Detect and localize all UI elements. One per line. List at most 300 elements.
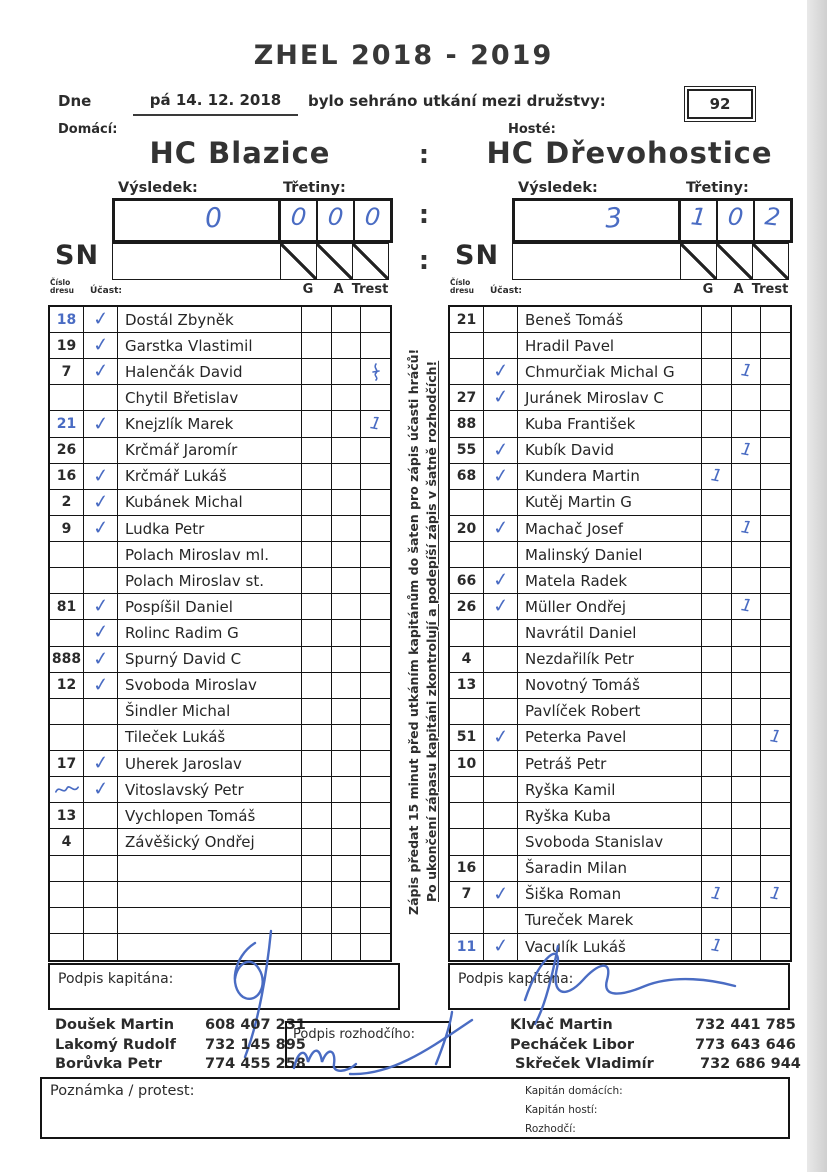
assists-cell	[332, 908, 361, 933]
jersey-number-cell: 26	[50, 438, 84, 463]
assists-cell	[332, 307, 361, 332]
penalty-cell	[361, 699, 390, 724]
player-row	[50, 333, 390, 359]
assists-cell	[332, 803, 361, 828]
assists-cell	[732, 647, 761, 672]
penalty-cell	[761, 803, 790, 828]
home-result-cell	[115, 201, 281, 240]
captain-away-line: Kapitán hostí:	[525, 1104, 598, 1116]
goals-cell	[302, 777, 332, 802]
assists-cell	[732, 856, 761, 881]
goals-cell	[702, 856, 732, 881]
penalty-cell	[761, 594, 790, 619]
attendance-cell	[84, 934, 118, 960]
penalty-cell	[761, 751, 790, 776]
attendance-cell: ✓	[484, 725, 518, 750]
player-row	[50, 594, 390, 620]
goals-cell	[702, 699, 732, 724]
home-sn-cell-3	[353, 244, 388, 279]
away-label: Hosté:	[508, 122, 556, 137]
goals-cell	[302, 699, 332, 724]
jersey-number-cell: 16	[450, 856, 484, 881]
player-name-cell: Polach Miroslav ml.	[118, 542, 302, 567]
away-result-label: Výsledek:	[518, 180, 598, 196]
away-captain-signature-box	[448, 963, 790, 1010]
player-row	[450, 333, 790, 359]
assists-cell	[732, 829, 761, 854]
penalty-cell	[361, 908, 390, 933]
contact-row: Borůvka Petr 774 455 258	[55, 1056, 306, 1072]
penalty-cell	[761, 333, 790, 358]
jersey-number-cell: 20	[450, 516, 484, 541]
player-row	[50, 777, 390, 803]
jersey-number-cell	[50, 934, 84, 960]
attendance-cell	[84, 882, 118, 907]
jersey-number-cell	[450, 908, 484, 933]
attendance-cell	[84, 568, 118, 593]
away-sn-cell-2	[717, 244, 753, 279]
away-g-header: G	[702, 282, 714, 297]
attendance-cell	[484, 751, 518, 776]
goals-cell	[702, 568, 732, 593]
assists-cell	[332, 385, 361, 410]
assists-cell	[332, 359, 361, 384]
jersey-number-cell	[450, 777, 484, 802]
attendance-cell: ✓	[84, 490, 118, 515]
player-name-cell: Müller Ondřej	[518, 594, 702, 619]
jersey-number-cell	[50, 620, 84, 645]
jersey-number-cell: 18	[50, 307, 84, 332]
player-row	[450, 882, 790, 908]
player-row	[450, 673, 790, 699]
player-row	[50, 620, 390, 646]
player-row	[450, 516, 790, 542]
penalty-cell	[361, 751, 390, 776]
away-captain-signature-label: Podpis kapitána:	[458, 971, 574, 987]
attendance-cell: ✓	[484, 882, 518, 907]
attendance-cell: ✓	[84, 751, 118, 776]
goals-cell	[302, 908, 332, 933]
note-protest-box	[40, 1077, 790, 1139]
assists-cell: 1	[732, 438, 761, 463]
jersey-number-cell: 4	[450, 647, 484, 672]
home-third-2: 0	[318, 201, 355, 240]
assists-cell	[732, 777, 761, 802]
assists-cell	[732, 699, 761, 724]
attendance-cell: ✓	[484, 934, 518, 960]
jersey-number-cell	[450, 490, 484, 515]
attendance-cell: ✓	[484, 594, 518, 619]
player-name-cell: Šiška Roman	[518, 882, 702, 907]
player-row	[50, 908, 390, 934]
jersey-number-cell	[450, 359, 484, 384]
player-row	[50, 725, 390, 751]
goals-cell	[702, 725, 732, 750]
attendance-cell: ✓	[84, 333, 118, 358]
penalty-cell	[361, 856, 390, 881]
goals-cell	[302, 751, 332, 776]
penalty-cell	[361, 542, 390, 567]
goals-cell	[702, 647, 732, 672]
penalty-cell	[761, 542, 790, 567]
attendance-cell: ✓	[84, 673, 118, 698]
player-name-cell: Petráš Petr	[518, 751, 702, 776]
penalty-cell	[761, 307, 790, 332]
player-row	[50, 438, 390, 464]
penalty-cell	[361, 647, 390, 672]
contact-row: Klvač Martin 732 441 785	[510, 1017, 796, 1033]
date-value: pá 14. 12. 2018	[133, 86, 298, 116]
jersey-number-cell: 51	[450, 725, 484, 750]
player-name-cell: Garstka Vlastimil	[118, 333, 302, 358]
home-third-1: 0	[281, 201, 318, 240]
goals-cell	[702, 333, 732, 358]
player-row	[50, 699, 390, 725]
goals-cell	[702, 307, 732, 332]
player-row	[50, 856, 390, 882]
player-row	[450, 908, 790, 934]
assists-cell: 1	[732, 594, 761, 619]
jersey-number-cell	[50, 725, 84, 750]
away-number-header: Číslo dresu	[450, 278, 474, 295]
player-row	[50, 673, 390, 699]
player-name-cell: Kubánek Michal	[118, 490, 302, 515]
home-sn-space	[113, 244, 281, 279]
middle-instructions	[397, 305, 447, 958]
player-row	[50, 829, 390, 855]
attendance-cell: ✓	[84, 647, 118, 672]
contact-row: Lakomý Rudolf 732 145 895	[55, 1036, 306, 1053]
player-row	[450, 307, 790, 333]
home-g-header: G	[302, 282, 314, 297]
penalty-cell	[361, 803, 390, 828]
home-contacts	[55, 1016, 306, 1075]
attendance-cell	[484, 908, 518, 933]
penalty-cell	[361, 516, 390, 541]
player-name-cell: Knejzlík Marek	[118, 411, 302, 436]
player-name-cell: Novotný Tomáš	[518, 673, 702, 698]
attendance-cell: ✓	[484, 385, 518, 410]
attendance-cell: ✓	[484, 359, 518, 384]
penalty-cell	[761, 673, 790, 698]
goals-cell	[702, 411, 732, 436]
attendance-cell: ✓	[84, 307, 118, 332]
home-sn-cell-2	[317, 244, 353, 279]
player-name-cell: Halenčák David	[118, 359, 302, 384]
player-row	[450, 777, 790, 803]
player-row	[50, 568, 390, 594]
player-row	[450, 594, 790, 620]
attendance-cell: ✓	[484, 464, 518, 489]
attendance-cell	[84, 385, 118, 410]
away-sn-cell-3	[753, 244, 788, 279]
attendance-cell	[484, 411, 518, 436]
referee-signature-box	[285, 1021, 451, 1068]
home-team-name: HC Blazice	[149, 136, 331, 170]
player-name-cell: Krčmář Lukáš	[118, 464, 302, 489]
goals-cell	[702, 803, 732, 828]
player-name-cell: Pavlíček Robert	[518, 699, 702, 724]
player-name-cell: Matela Radek	[518, 568, 702, 593]
home-thirds-label: Třetiny:	[283, 180, 346, 196]
jersey-number-cell	[50, 777, 84, 802]
assists-cell	[732, 464, 761, 489]
jersey-number-cell: 12	[50, 673, 84, 698]
player-name-cell: Vitoslavský Petr	[118, 777, 302, 802]
player-row	[450, 725, 790, 751]
goals-cell	[302, 725, 332, 750]
goals-cell	[702, 516, 732, 541]
assists-cell	[732, 307, 761, 332]
jersey-number-cell: 66	[450, 568, 484, 593]
player-row	[450, 411, 790, 437]
jersey-number-cell: 21	[450, 307, 484, 332]
player-name-cell: Machač Josef	[518, 516, 702, 541]
home-result-value: 0	[203, 202, 223, 235]
assists-cell	[732, 803, 761, 828]
sn-separator: :	[418, 246, 430, 276]
goals-cell	[302, 333, 332, 358]
home-score-box	[112, 198, 393, 243]
goals-cell	[302, 490, 332, 515]
player-row	[50, 516, 390, 542]
jersey-number-cell: 19	[50, 333, 84, 358]
goals-cell	[302, 856, 332, 881]
player-name-cell: Vychlopen Tomáš	[118, 803, 302, 828]
player-row	[50, 490, 390, 516]
penalty-cell	[761, 699, 790, 724]
player-name-cell: Závěšický Ondřej	[118, 829, 302, 854]
attendance-cell	[484, 856, 518, 881]
player-row	[450, 438, 790, 464]
player-name-cell: Ludka Petr	[118, 516, 302, 541]
player-row	[50, 803, 390, 829]
penalty-cell	[761, 568, 790, 593]
attendance-cell: ✓	[84, 464, 118, 489]
jersey-number-cell	[50, 908, 84, 933]
penalty-cell	[761, 490, 790, 515]
attendance-cell: ✓	[484, 516, 518, 541]
jersey-number-cell: 81	[50, 594, 84, 619]
penalty-cell	[361, 673, 390, 698]
goals-cell	[702, 620, 732, 645]
assists-cell	[732, 934, 761, 960]
player-name-cell: Navrátil Daniel	[518, 620, 702, 645]
goals-cell	[702, 777, 732, 802]
assists-cell	[332, 490, 361, 515]
home-result-label: Výsledek:	[118, 180, 198, 196]
assists-cell	[332, 464, 361, 489]
jersey-number-cell	[450, 542, 484, 567]
jersey-number-cell: 13	[50, 803, 84, 828]
referee-line: Rozhodčí:	[525, 1123, 576, 1135]
goals-cell	[302, 568, 332, 593]
attendance-cell: ✓	[84, 594, 118, 619]
goals-cell	[702, 385, 732, 410]
assists-cell	[732, 490, 761, 515]
home-number-header: Číslo dresu	[50, 278, 74, 295]
home-captain-signature-label: Podpis kapitána:	[58, 971, 174, 987]
player-name-cell: Kundera Martin	[518, 464, 702, 489]
player-row	[450, 934, 790, 960]
away-sn-box	[512, 243, 789, 280]
player-name-cell: Krčmář Jaromír	[118, 438, 302, 463]
player-row	[50, 385, 390, 411]
attendance-cell	[84, 829, 118, 854]
goals-cell	[302, 803, 332, 828]
away-thirds-label: Třetiny:	[686, 180, 749, 196]
jersey-number-cell	[450, 333, 484, 358]
goals-cell	[302, 385, 332, 410]
jersey-number-cell	[50, 568, 84, 593]
player-name-cell: Ryška Kamil	[518, 777, 702, 802]
contact-row: Doušek Martin 608 407 231	[55, 1017, 306, 1033]
referee-signature-label: Podpis rozhodčího:	[293, 1027, 415, 1042]
attendance-cell: ✓	[84, 777, 118, 802]
assists-cell	[732, 385, 761, 410]
assists-cell	[732, 882, 761, 907]
goals-cell: 1	[702, 464, 732, 489]
jersey-number-cell: 17	[50, 751, 84, 776]
jersey-number-cell	[450, 620, 484, 645]
attendance-cell: ✓	[84, 359, 118, 384]
away-roster-table	[448, 305, 792, 962]
attendance-cell: ✓	[84, 516, 118, 541]
player-row	[50, 542, 390, 568]
goals-cell	[302, 647, 332, 672]
player-row	[450, 464, 790, 490]
penalty-cell	[361, 385, 390, 410]
penalty-cell	[761, 934, 790, 960]
assists-cell	[332, 411, 361, 436]
attendance-cell	[84, 803, 118, 828]
goals-cell	[302, 464, 332, 489]
attendance-cell	[484, 777, 518, 802]
goals-cell	[302, 438, 332, 463]
player-row	[50, 359, 390, 385]
penalty-cell	[761, 411, 790, 436]
penalty-cell	[361, 333, 390, 358]
away-result-cell	[515, 201, 681, 240]
assists-cell	[732, 725, 761, 750]
jersey-number-cell: 88	[450, 411, 484, 436]
penalty-cell	[761, 438, 790, 463]
player-name-cell: Kubík David	[518, 438, 702, 463]
penalty-cell	[761, 620, 790, 645]
goals-cell	[302, 882, 332, 907]
jersey-number-cell	[450, 699, 484, 724]
jersey-number-cell: 7	[450, 882, 484, 907]
penalty-cell	[361, 464, 390, 489]
jersey-number-cell: 9	[50, 516, 84, 541]
goals-cell	[702, 542, 732, 567]
attendance-cell	[84, 438, 118, 463]
away-third-3: 2	[763, 202, 782, 232]
assists-cell	[332, 542, 361, 567]
penalty-cell	[761, 359, 790, 384]
assists-cell	[332, 594, 361, 619]
jersey-number-cell: 888	[50, 647, 84, 672]
player-name-cell: Beneš Tomáš	[518, 307, 702, 332]
player-row	[50, 411, 390, 437]
assists-cell	[332, 699, 361, 724]
scan-edge-shadow	[807, 0, 827, 1172]
jersey-number-cell	[50, 542, 84, 567]
player-name-cell	[118, 934, 302, 960]
player-name-cell: Tureček Marek	[518, 908, 702, 933]
assists-cell	[732, 411, 761, 436]
player-name-cell: Vaculík Lukáš	[518, 934, 702, 960]
player-name-cell: Peterka Pavel	[518, 725, 702, 750]
attendance-cell	[484, 647, 518, 672]
player-name-cell: Svoboda Stanislav	[518, 829, 702, 854]
player-name-cell	[118, 882, 302, 907]
player-row	[450, 803, 790, 829]
assists-cell	[332, 934, 361, 960]
player-name-cell: Tileček Lukáš	[118, 725, 302, 750]
assists-cell	[732, 620, 761, 645]
penalty-cell	[361, 490, 390, 515]
jersey-number-cell: 21	[50, 411, 84, 436]
player-name-cell: Juránek Miroslav C	[518, 385, 702, 410]
attendance-cell: ✓	[84, 620, 118, 645]
jersey-number-cell: 16	[50, 464, 84, 489]
goals-cell	[302, 594, 332, 619]
assists-cell	[332, 516, 361, 541]
player-row	[450, 385, 790, 411]
penalty-cell	[761, 777, 790, 802]
instruction-line-1: Zápis předat 15 minut před utkáním kapitánům do šaten pro zápis účasti hráčů!	[405, 348, 421, 915]
away-sn-cell-1	[681, 244, 717, 279]
penalty-cell: 1	[768, 726, 783, 748]
goals-cell	[702, 359, 732, 384]
jersey-number-cell	[50, 882, 84, 907]
goals-cell	[302, 516, 332, 541]
player-row	[450, 490, 790, 516]
player-row	[50, 464, 390, 490]
assists-cell	[732, 751, 761, 776]
penalty-cell	[761, 908, 790, 933]
penalty-cell	[761, 856, 790, 881]
home-a-header: A	[333, 282, 344, 297]
player-name-cell: Rolinc Radim G	[118, 620, 302, 645]
player-name-cell: Kuba František	[518, 411, 702, 436]
attendance-cell	[484, 490, 518, 515]
assists-cell	[332, 620, 361, 645]
goals-cell	[302, 359, 332, 384]
match-number-box	[684, 86, 756, 122]
player-name-cell: Nezdařilík Petr	[518, 647, 702, 672]
penalty-cell	[361, 882, 390, 907]
home-attend-header: Účast:	[90, 286, 122, 296]
player-row	[450, 542, 790, 568]
jersey-number-cell	[50, 856, 84, 881]
away-third-2: 0	[718, 201, 755, 240]
penalty-cell	[361, 307, 390, 332]
jersey-number-cell	[50, 385, 84, 410]
penalty-cell	[361, 620, 390, 645]
jersey-number-cell: 2	[50, 490, 84, 515]
player-row	[50, 882, 390, 908]
player-name-cell: Polach Miroslav st.	[118, 568, 302, 593]
player-name-cell: Dostál Zbyněk	[118, 307, 302, 332]
goals-cell	[302, 411, 332, 436]
attendance-cell	[84, 856, 118, 881]
away-trest-header: Trest	[751, 282, 789, 297]
assists-cell	[732, 908, 761, 933]
date-label: Dne	[58, 92, 92, 110]
player-name-cell: Hradil Pavel	[518, 333, 702, 358]
